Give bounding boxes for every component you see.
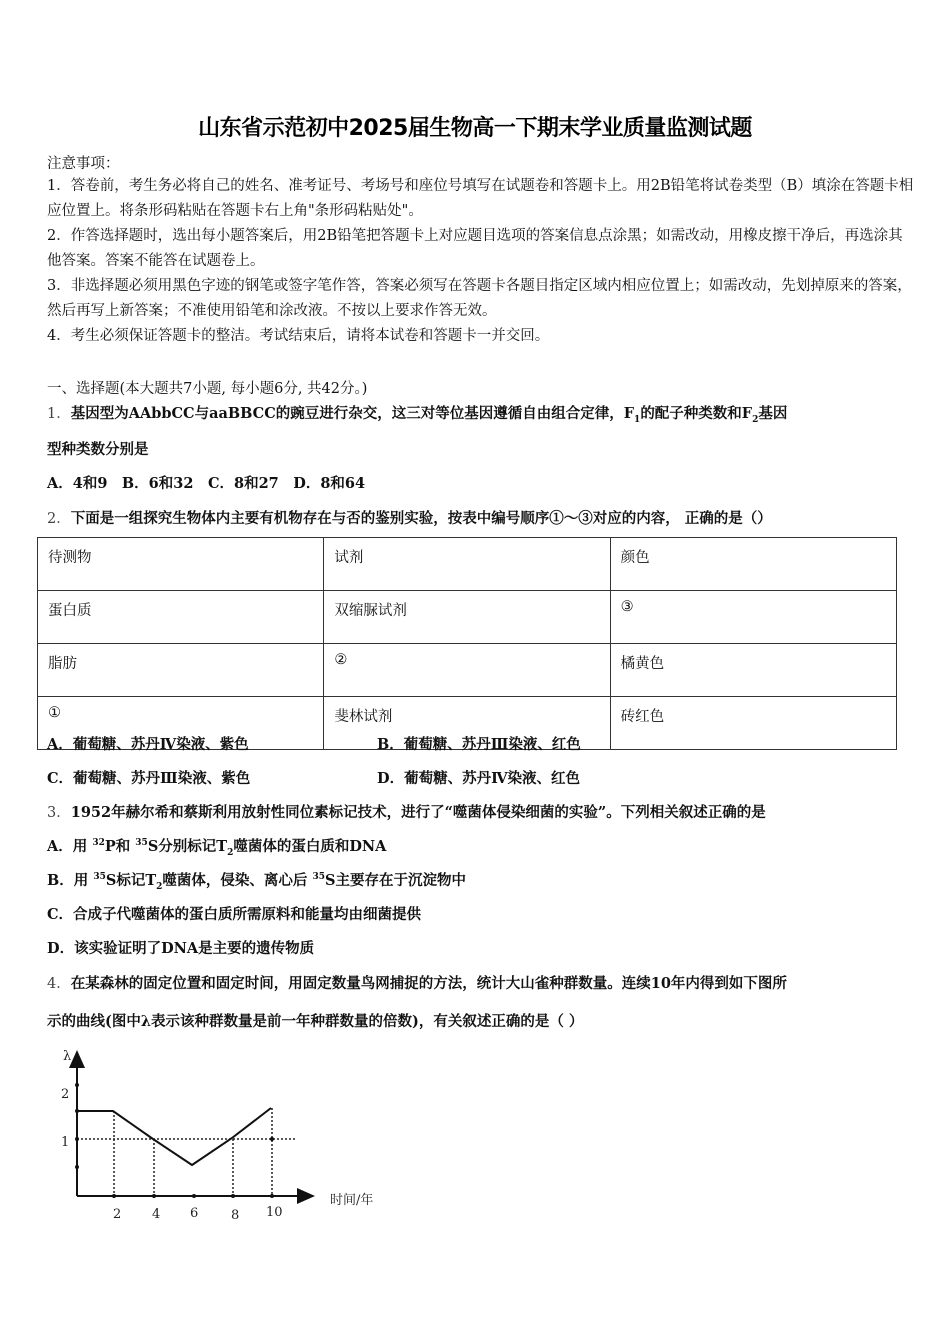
question-1-options: A．4和9 B．6和32 C．8和27 D．8和64 — [47, 475, 366, 492]
x-tick-8: 8 — [231, 1208, 240, 1223]
question-text: 的配子种类数和F — [640, 405, 753, 422]
table-header: 颜色 — [610, 538, 896, 591]
x-tick-10: 10 — [266, 1205, 283, 1220]
question-4-stem-cont: 示的曲线(图中λ表示该种群数量是前一年种群数量的倍数)，有关叙述正确的是（ ） — [47, 1013, 584, 1030]
option-text: S主要存在于沉淀物中 — [324, 872, 466, 889]
table-cell: 砖红色 — [610, 697, 896, 750]
question-text: 1952年赫尔希和蔡斯利用放射性同位素标记技术，进行了“噬菌体侵染细菌的实验”。下列相关叙述正确的是 — [70, 804, 766, 821]
superscript: 32 — [92, 838, 105, 849]
y-tick-1: 1 — [61, 1135, 70, 1150]
x-tick-2: 2 — [113, 1207, 122, 1222]
y-axis-label: λ — [63, 1049, 72, 1064]
notice-item-4: 4．考生必须保证答题卡的整洁。考试结束后，请将本试卷和答题卡一并交回。 — [47, 328, 550, 344]
table-cell: 脂肪 — [38, 644, 324, 697]
table-cell: ③ — [610, 591, 896, 644]
option-text: 噬菌体，侵染、离心后 — [162, 872, 313, 889]
question-number: 2． — [47, 511, 71, 527]
guide-lines — [77, 1108, 296, 1196]
question-text: 基因 — [758, 405, 788, 422]
question-3-option-c: C．合成子代噬菌体的蛋白质所需原料和能量均由细菌提供 — [47, 906, 422, 923]
option-text: S分别标记T — [147, 838, 228, 855]
subscript: 2 — [752, 414, 759, 425]
question-3-option-d: D．该实验证明了DNA是主要的遗传物质 — [47, 940, 315, 957]
question-number: 3． — [47, 805, 71, 821]
x-tick-4: 4 — [152, 1207, 161, 1222]
question-2-option-b: B．葡萄糖、苏丹Ⅲ染液、红色 — [377, 736, 581, 753]
x-tick-6: 6 — [190, 1206, 199, 1221]
option-text: P和 — [104, 838, 136, 855]
notice-heading: 注意事项： — [47, 156, 120, 172]
y-tick-2: 2 — [61, 1087, 70, 1102]
option-text: B．用 — [47, 872, 94, 889]
question-text: 下面是一组探究生物体内主要有机物存在与否的鉴别实验，按表中编号顺序①～③对应的内容， 正确的是（） — [70, 510, 772, 527]
notice-item-2: 2．作答选择题时，选出每小题答案后，用2B铅笔把答题卡上对应题目选项的答案信息点涂黑；如需改动，用橡皮擦干净后，再选涂其他答案。答案不能答在试题卷上。 — [47, 228, 903, 269]
table-cell: ② — [324, 644, 610, 697]
lambda-curve — [77, 1108, 271, 1165]
option-text: A．用 — [47, 838, 93, 855]
option-text: S标记T — [105, 872, 157, 889]
question-1-stem-cont: 型种类数分别是 — [47, 441, 149, 458]
notice-item-1: 1．答卷前，考生务必将自己的姓名、准考证号、考场号和座位号填写在试题卷和答题卡上。用2B铅笔将试卷类型（B）填涂在答题卡相应位置上。将条形码粘贴在答题卡右上角"条形码粘贴处"。 — [47, 178, 914, 219]
question-text: 基因型为AAbbCC与aaBBCC的豌豆进行杂交，这三对等位基因遵循自由组合定律，F — [70, 405, 635, 422]
option-text: 噬菌体的蛋白质和DNA — [233, 838, 387, 855]
section-heading: 一、选择题(本大题共7小题, 每小题6分, 共42分。) — [47, 381, 368, 397]
superscript: 35 — [93, 872, 106, 883]
table-header: 试剂 — [324, 538, 610, 591]
subscript: 2 — [227, 847, 234, 858]
table-cell: 斐林试剂 — [324, 697, 610, 750]
page-title: 山东省示范初中2025届生物高一下期末学业质量监测试题 — [198, 116, 752, 141]
superscript: 35 — [135, 838, 148, 849]
question-2-option-c: C．葡萄糖、苏丹Ⅲ染液、紫色 — [47, 770, 251, 787]
x-axis-label: 时间/年 — [330, 1193, 374, 1208]
table-cell: ① — [38, 697, 324, 750]
subscript: 1 — [634, 414, 641, 425]
tick-dots — [75, 1083, 274, 1198]
table-cell: 蛋白质 — [38, 591, 324, 644]
question-2-option-a: A．葡萄糖、苏丹Ⅳ染液、紫色 — [47, 736, 249, 753]
question-text: 在某森林的固定位置和固定时间，用固定数量鸟网捕捉的方法，统计大山雀种群数量。连续10年内得到如下图所 — [70, 975, 787, 992]
question-number: 1． — [47, 406, 71, 422]
notice-item-3: 3．非选择题必须用黑色字迹的钢笔或签字笔作答，答案必须写在答题卡各题目指定区域内相应位置上；如需改动，先划掉原来的答案，然后再写上新答案；不准使用铅笔和涂改液。不按以上要求作答无效。 — [47, 278, 912, 319]
table-cell: 橘黄色 — [610, 644, 896, 697]
table-cell: 双缩脲试剂 — [324, 591, 610, 644]
table-header: 待测物 — [38, 538, 324, 591]
question-2-option-d: D．葡萄糖、苏丹Ⅳ染液、红色 — [377, 770, 581, 787]
superscript: 35 — [312, 872, 325, 883]
question-number: 4． — [47, 976, 71, 992]
subscript: 2 — [156, 881, 163, 892]
